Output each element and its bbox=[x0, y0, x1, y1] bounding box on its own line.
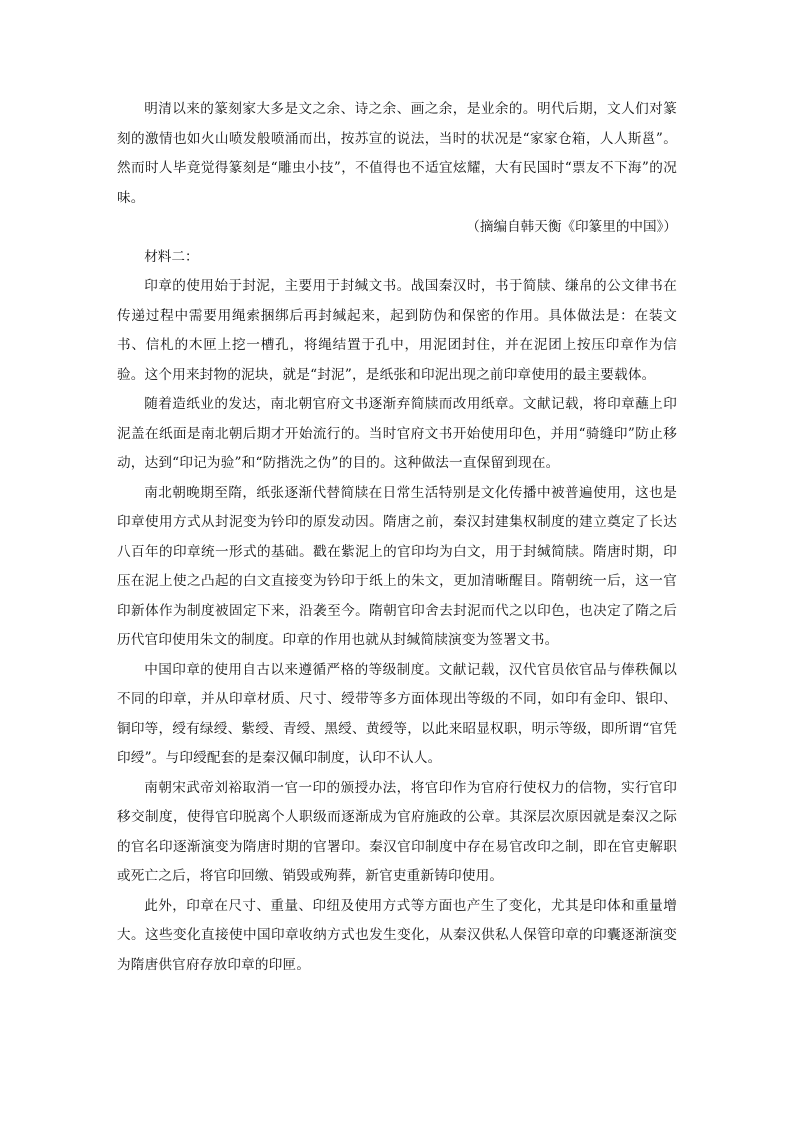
document-page bbox=[117, 95, 677, 980]
paragraph-hierarchy: 中国印章的使用自古以来遵循严格的等级制度。文献记载，汉代官员依官品与俸秩佩以不同的印章，并从印章材质、尺寸、绶带等多方面体现出等级的不同，如印有金印、银印、铜印等，绶有绿绶、紫绶、青绶、黑绶、黄绶等，以此来昭显权职，明示等级，即所谓“官凭印绶”。与印绶配套的是秦汉佩印制度，认印不认人。 bbox=[117, 661, 677, 766]
paragraph-sui-official-seal: 南北朝晚期至隋，纸张逐渐代替简牍在日常生活特别是文化传播中被普遍使用，这也是印章使用方式从封泥变为钤印的原发动因。隋唐之前，秦汉封建集权制度的建立奠定了长达八百年的印章统一形式的基础。戳在紫泥上的官印均为白文，用于封缄简牍。隋唐时期，印压在泥上使之凸起的白文直接变为钤印于纸上的朱文，更加清晰醒目。隋朝统一后，这一官印新体作为制度被固定下来，沿袭至今。隋朝官印舍去封泥而代之以印色，也决定了隋之后历代官印使用朱文的制度。印章的作用也就从封缄简牍演变为签署文书。 bbox=[117, 484, 677, 648]
paragraph-size-changes: 此外，印章在尺寸、重量、印纽及使用方式等方面也产生了变化，尤其是印体和重量增大。这些变化直接使中国印章收纳方式也发生变化，从秦汉供私人保管印章的印囊逐渐演变为隋唐供官府存放印章的印匣。 bbox=[117, 897, 677, 973]
material-two-label: 材料二： bbox=[144, 248, 199, 265]
paragraph-seal-origin: 印章的使用始于封泥，主要用于封缄文书。战国秦汉时，书于简牍、缣帛的公文律书在传递过程中需要用绳索捆绑后再封缄起来，起到防伪和保密的作用。具体做法是：在装文书、信札的木匣上挖一槽孔，将绳结置于孔中，用泥团封住，并在泥团上按压印章作为信验。这个用来封物的泥块，就是“封泥”，是纸张和印泥出现之前印章使用的最主要载体。 bbox=[117, 278, 677, 383]
intro-paragraph: 明清以来的篆刻家大多是文之余、诗之余、画之余，是业余的。明代后期，文人们对篆刻的激情也如火山喷发般喷涌而出，按苏宣的说法，当时的状况是“家家仓箱，人人斯邕”。然而时人毕竟觉得篆刻是“雕虫小技”，不值得也不适宜炫耀，大有民国时“票友不下海”的况味。 bbox=[117, 101, 677, 206]
source-citation: （摘编自韩天衡《印篆里的中国》） bbox=[466, 219, 677, 235]
paragraph-liu-yu-reform: 南朝宋武帝刘裕取消一官一印的颁授办法，将官印作为官府行使权力的信物，实行官印移交制度，使得官印脱离个人职级而逐渐成为官府施政的公章。其深层次原因就是秦汉之际的官名印逐渐演变为隋唐时期的官署印。秦汉官印制度中存在易官改印之制，即在官吏解职或死亡之后，将官印回缴、销毁或殉葬，新官吏重新铸印使用。 bbox=[117, 779, 677, 884]
paragraph-paper-documents: 随着造纸业的发达，南北朝官府文书逐渐弃简牍而改用纸章。文献记载，将印章蘸上印泥盖在纸面是南北朝后期才开始流行的。当时官府文书开始使用印色，并用“骑缝印”防止移动，达到“印记为验”和“防揩洗之伪”的目的。这种做法一直保留到现在。 bbox=[117, 396, 677, 471]
